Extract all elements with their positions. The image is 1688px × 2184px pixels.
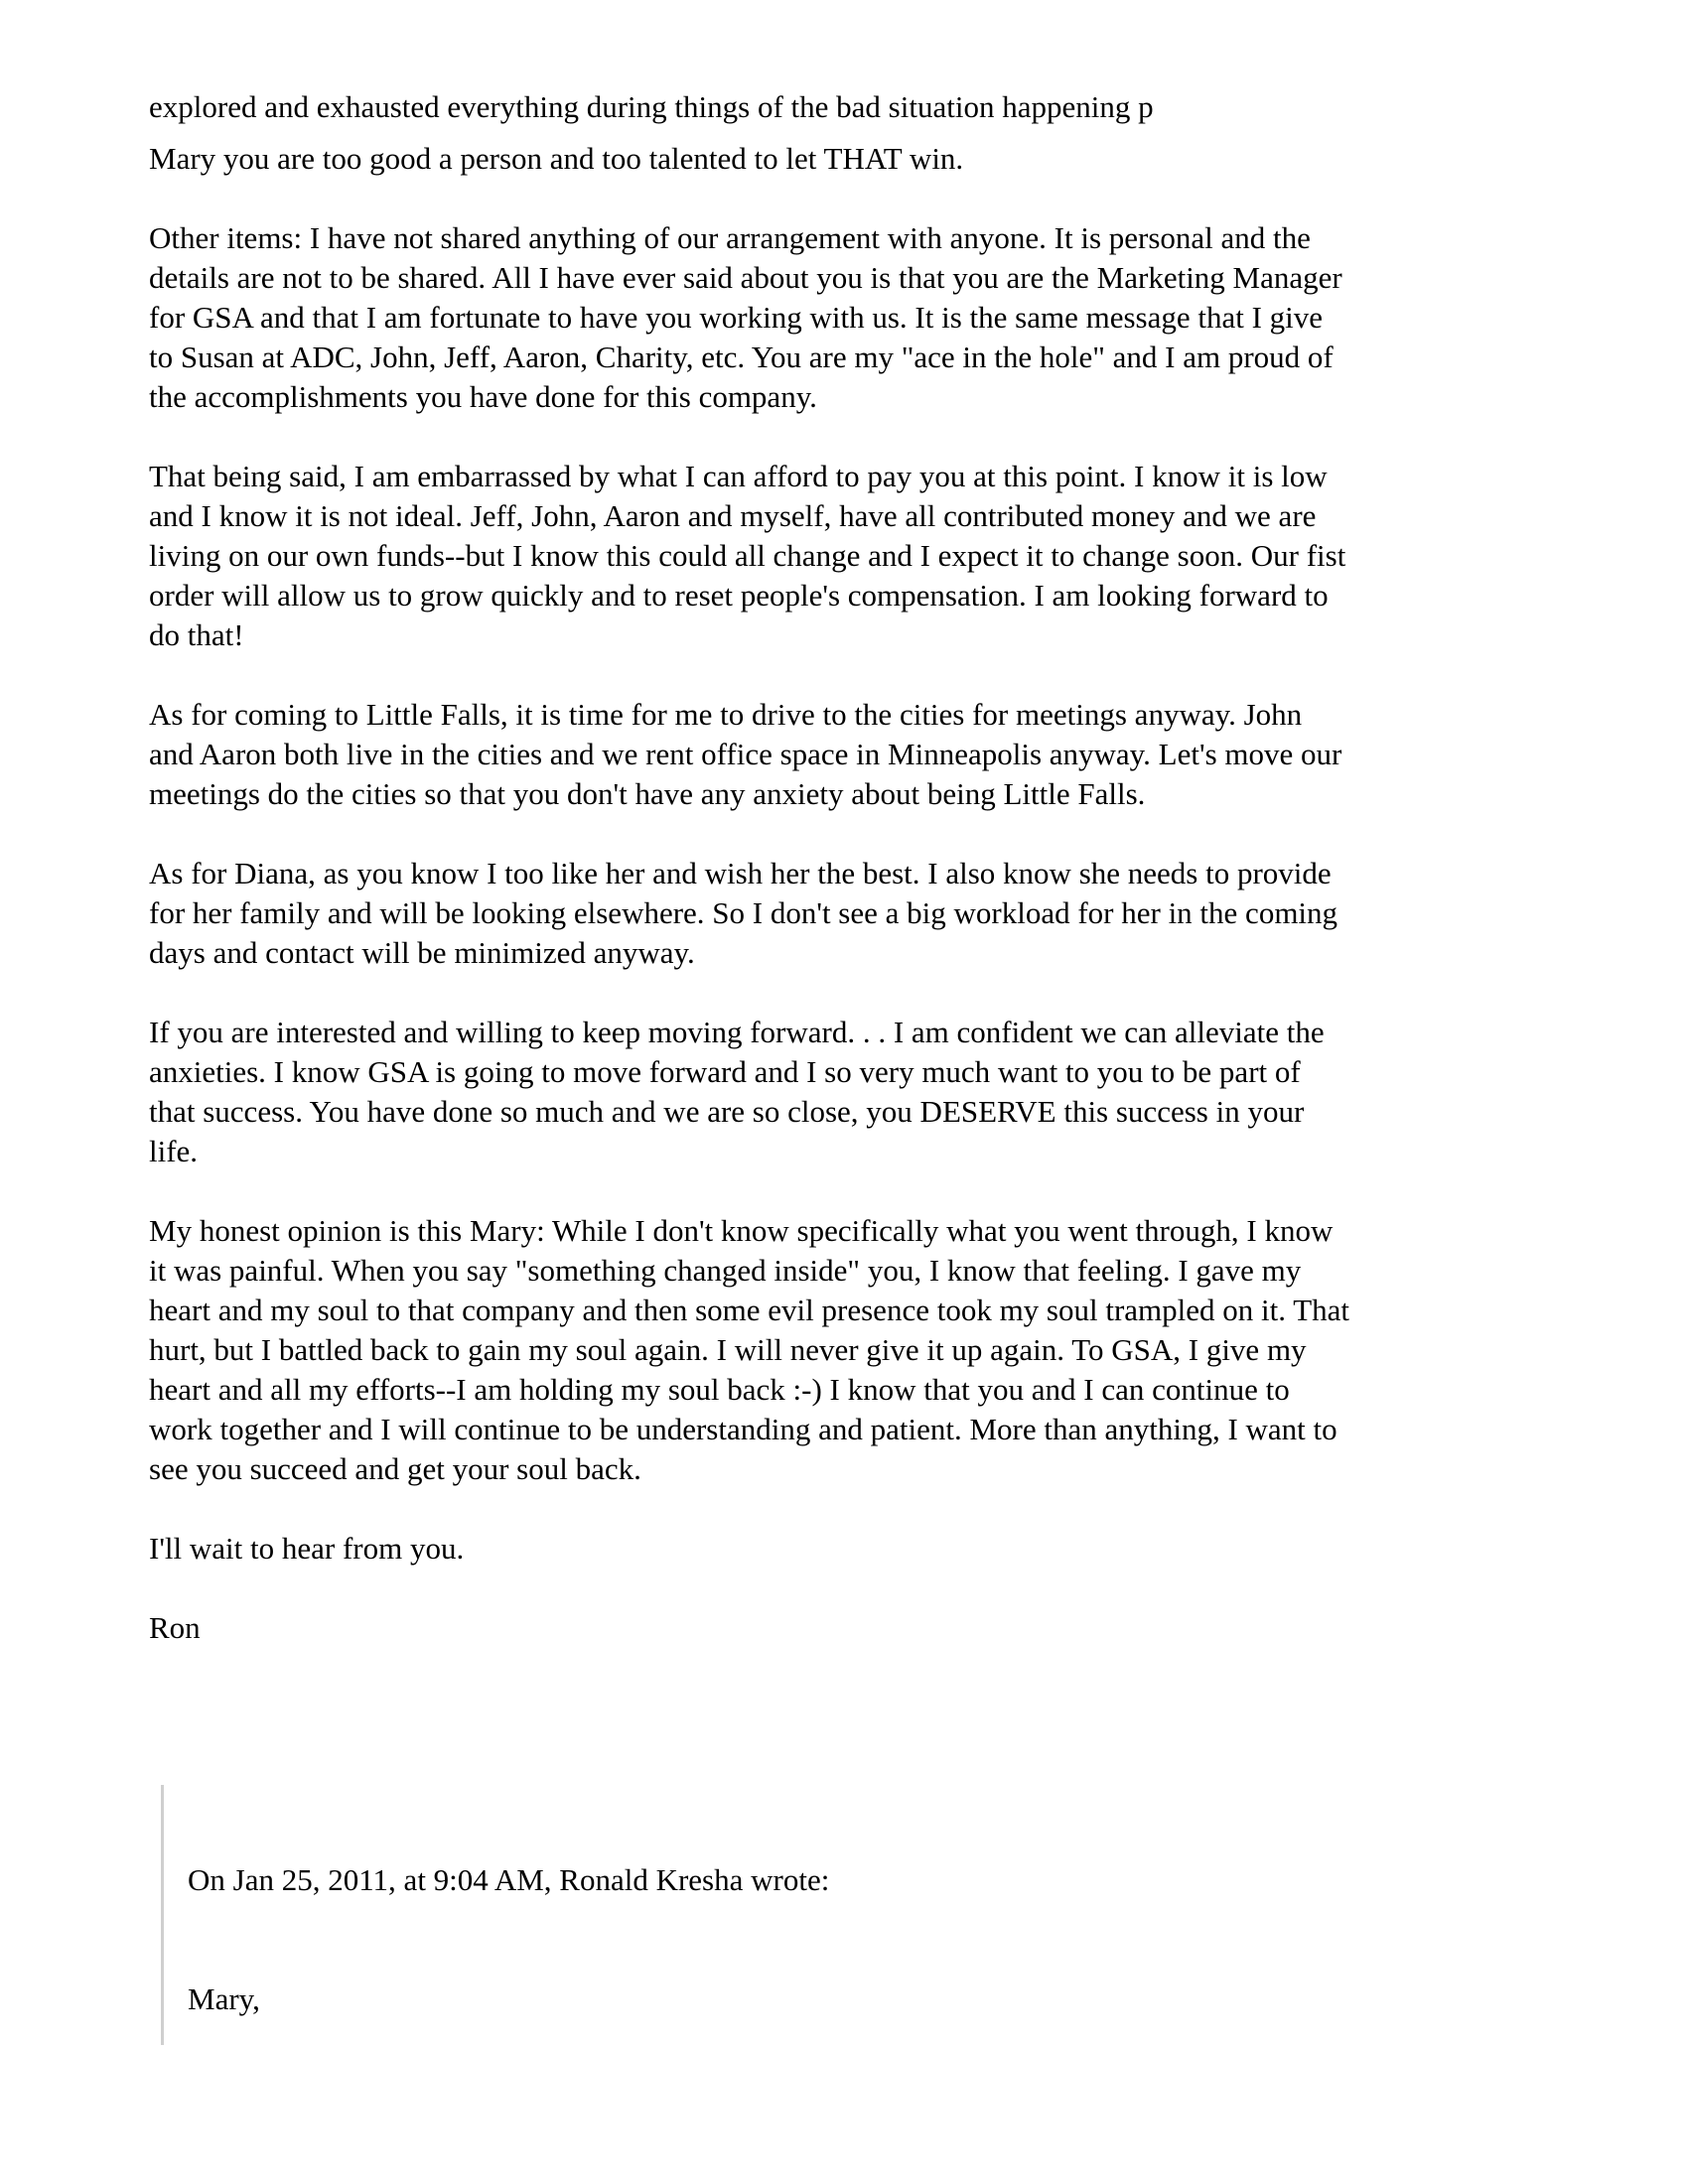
paragraph-wait: I'll wait to hear from you. [149,1531,465,1566]
quoted-header: On Jan 25, 2011, at 9:04 AM, Ronald Kresha wrote: [188,1862,830,1897]
paragraph-other-items: Other items: I have not shared anything of our arrangement with anyone. It is personal and the details are not to be shared. All I have ever said about you is that you are the Marketing Manager for GSA and that I am fortunate to have you working with us. It is the same message that I give to Susan at ADC, John, Jeff, Aaron, Charity, etc. You are my "ace in the hole" and I am proud of the accomplishments you have done for this company. [149,220,1342,414]
signature-name: Ron [149,1610,201,1645]
quoted-salutation: Mary, [188,1981,260,2016]
paragraph-little-falls: As for coming to Little Falls, it is time for me to drive to the cities for meetings anyway. John and Aaron both live in the cities and we rent office space in Minneapolis anyway. Let's move our meetings do the cities so that you don't have any anxiety about being Little Falls. [149,697,1342,811]
letter-body [149,139,1539,1688]
paragraph-diana: As for Diana, as you know I too like her and wish her the best. I also know she needs to provide for her family and will be looking elsewhere. So I don't see a big workload for her in the coming days and contact will be minimized anyway. [149,856,1338,970]
quoted-message [161,1785,1534,2045]
paragraph-honest-opinion: My honest opinion is this Mary: While I don't know specifically what you went through, I know it was painful. When you say "something changed inside" you, I know that feeling. I gave my heart and my soul to that company and then some evil presence took my soul trampled on it. That hurt, but I battled back to gain my soul again. I will never give it up again. To GSA, I give my heart and all my efforts--I am holding my soul back :-) I know that you and I can continue to work together and I will continue to be understanding and patient. More than anything, I want to see you succeed and get your soul back. [149,1213,1350,1486]
paragraph-compensation: That being said, I am embarrassed by what I can afford to pay you at this point. I know it is low and I know it is not ideal. Jeff, John, Aaron and myself, have all contributed money and we are living on our own funds--but I know this could all change and I expect it to change soon. Our fist order will allow us to grow quickly and to reset people's compensation. I am looking forward to do that! [149,459,1346,652]
paragraph-moving-forward: If you are interested and willing to keep moving forward. . . I am confident we can alleviate the anxieties. I know GSA is going to move forward and I so very much want to you to be part of that success. You have done so much and we are so close, you DESERVE this success in your life. [149,1015,1325,1168]
clipped-line-text: explored and exhausted everything during things of the bad situation happening p [149,89,1154,124]
paragraph-closing-encouragement: Mary you are too good a person and too talented to let THAT win. [149,141,964,176]
